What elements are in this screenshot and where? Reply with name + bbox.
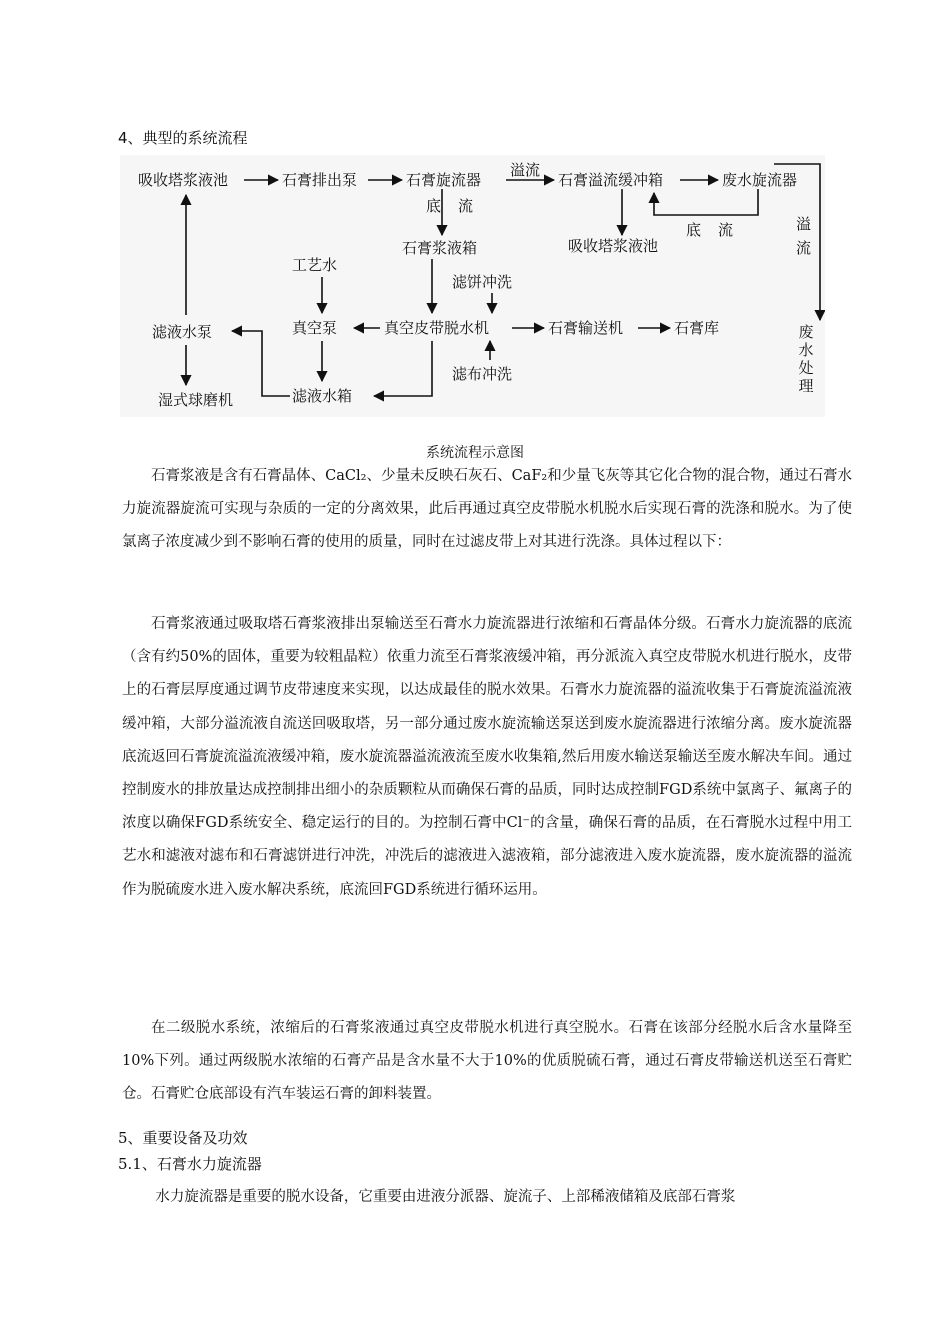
node-cake-wash: 滤饼冲洗 — [452, 273, 513, 291]
paragraph-3: 在二级脱水系统，浓缩后的石膏浆液通过真空皮带脱水机进行真空脱水。石膏在该部分经脱水后含水量降至10%下列。通过两级脱水浓缩的石膏产品是含水量不大于10%的优质脱硫石膏，通过石膏皮带输送机送至石膏贮仓。石膏贮仓底部设有汽车装运石膏的卸料装置。 — [122, 1020, 852, 1103]
node-ball-mill: 湿式球磨机 — [158, 391, 234, 409]
ww-treatment-char-4: 理 — [798, 377, 814, 395]
label-overflow-2b: 流 — [796, 239, 812, 257]
section-heading-4: 4、典型的系统流程 — [118, 129, 248, 147]
node-absorber-pool: 吸收塔浆液池 — [138, 171, 229, 189]
section-heading-5-1: 5.1、石膏水力旋流器 — [118, 1155, 262, 1173]
node-process-water: 工艺水 — [292, 256, 338, 274]
node-ww-cyclone: 废水旋流器 — [722, 171, 798, 189]
node-filtrate-tank: 滤液水箱 — [292, 387, 353, 405]
section-heading-5: 5、重要设备及功效 — [118, 1129, 248, 1147]
label-overflow-2a: 溢 — [796, 215, 812, 233]
label-underflow-1a: 底 — [426, 197, 442, 215]
label-overflow: 溢流 — [510, 161, 541, 179]
node-ww-treatment — [798, 323, 813, 395]
node-slurry-tank: 石膏浆液箱 — [402, 239, 478, 257]
node-overflow-tank: 石膏溢流缓冲箱 — [558, 171, 664, 189]
ww-treatment-char-1: 废 — [798, 323, 814, 341]
node-conveyor: 石膏输送机 — [548, 319, 624, 337]
paragraph-1: 石膏浆液是含有石膏晶体、CaCl₂、少量未反映石灰石、CaF₂和少量飞灰等其它化合物的混合物，通过石膏水力旋流器旋流可实现与杂质的一定的分离效果，此后再通过真空皮带脱水机脱水后实现石膏的洗涤和脱水。为了使氯离子浓度减少到不影响石膏的使用的质量，同时在过滤皮带上对其进行洗涤。具体过程以下： — [122, 468, 852, 551]
flow-diagram — [120, 155, 825, 417]
ww-treatment-char-3: 处 — [798, 359, 814, 377]
node-cloth-wash: 滤布冲洗 — [452, 365, 513, 383]
node-absorber-pool-2: 吸收塔浆液池 — [568, 237, 659, 255]
arrow-tank-to-filtratepump — [232, 331, 290, 396]
node-gypsum-store: 石膏库 — [674, 319, 720, 337]
ww-treatment-char-2: 水 — [798, 341, 814, 359]
node-filtrate-pump: 滤液水泵 — [152, 323, 213, 341]
paragraph-2: 石膏浆液通过吸取塔石膏浆液排出泵输送至石膏水力旋流器进行浓缩和石膏晶体分级。石膏水力旋流器的底流（含有约50%的固体，重要为较粗晶粒）依重力流至石膏浆液缓冲箱，再分派流入真空皮带脱水机进行脱水，皮带上的石膏层厚度通过调节皮带速度来实现，以达成最佳的脱水效果。石膏水力旋流器的溢流收集于石膏旋流溢流液缓冲箱，大部分溢流液自流送回吸取塔，另一部分通过废水旋流输送泵送到废水旋流器进行浓缩分离。废水旋流器底流返回石膏旋流溢流液缓冲箱，废水旋流器溢流液流至废水收集箱,然后用废水输送泵输送至废水解决车间。通过控制废水的排放量达成控制排出细小的杂质颗粒从而确保石膏的品质，同时达成控制FGD系统中氯离子、氟离子的浓度以确保FGD系统安全、稳定运行的目的。为控制石膏中Cl⁻的含量，确保石膏的品质，在石膏脱水过程中用工艺水和滤液对滤布和石膏滤饼进行冲洗，冲洗后的滤液进入滤液箱，部分滤液进入废水旋流器，废水旋流器的溢流作为脱硫废水进入废水解决系统，底流回FGD系统进行循环运用。 — [122, 616, 852, 898]
node-gypsum-cyclone: 石膏旋流器 — [406, 171, 482, 189]
figure-caption: 系统流程示意图 — [426, 445, 524, 461]
node-vacuum-pump: 真空泵 — [292, 319, 338, 337]
arrow-belt-to-tank — [374, 341, 432, 396]
paragraph-4: 水力旋流器是重要的脱水设备，它重要由进液分派器、旋流子、上部稀液储箱及底部石膏浆 — [155, 1189, 736, 1205]
label-underflow-1b: 流 — [458, 197, 474, 215]
arrow-wwcyclone-underflow — [654, 189, 758, 215]
node-belt-filter: 真空皮带脱水机 — [384, 319, 490, 337]
flow-diagram-svg — [120, 155, 825, 417]
label-underflow-2b: 流 — [718, 221, 734, 239]
node-gypsum-pump: 石膏排出泵 — [282, 171, 358, 189]
label-underflow-2a: 底 — [686, 221, 702, 239]
